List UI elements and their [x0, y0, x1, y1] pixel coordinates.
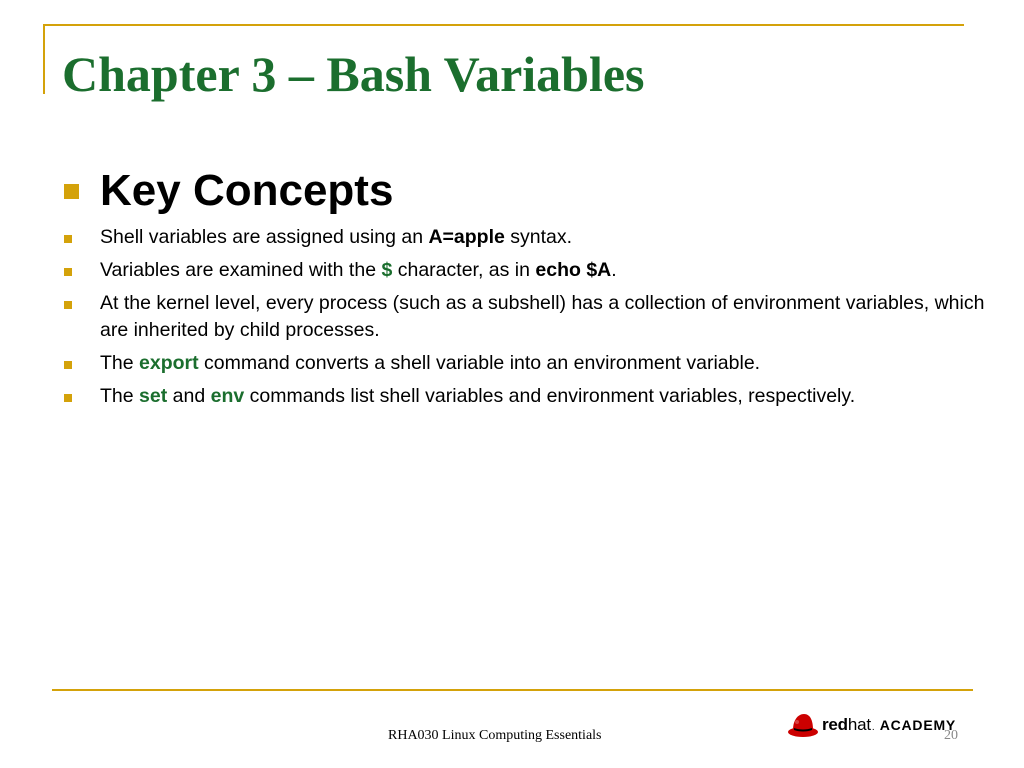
code-segment: echo $A	[535, 259, 612, 281]
bullet-item	[62, 383, 992, 410]
square-bullet-icon	[64, 184, 79, 199]
bullet-item	[62, 290, 992, 344]
bullet-text	[100, 290, 992, 344]
page-number: 20	[944, 728, 958, 743]
redhat-hat-icon	[786, 710, 820, 740]
text-segment: The	[100, 352, 140, 374]
bullet-text	[100, 224, 992, 251]
text-segment: character, as in	[392, 259, 536, 281]
logo-red-text: red	[822, 715, 848, 734]
keyword-segment: set	[139, 385, 168, 407]
top-frame-line	[43, 24, 964, 26]
redhat-academy-logo	[786, 708, 956, 742]
square-bullet-icon	[64, 268, 72, 276]
bullet-list	[62, 224, 992, 410]
keyword-segment: env	[210, 385, 245, 407]
slide-title: Chapter 3 – Bash Variables	[62, 46, 645, 102]
bullet-text	[100, 257, 992, 284]
square-bullet-icon	[64, 394, 72, 402]
bullet-item	[62, 350, 992, 377]
text-segment: and	[167, 385, 211, 407]
footer-divider	[52, 689, 973, 691]
logo-dot-text: .	[871, 722, 875, 733]
text-segment: The	[100, 385, 140, 407]
left-frame-line	[43, 24, 45, 94]
square-bullet-icon	[64, 361, 72, 369]
text-segment: Variables are examined with the	[100, 259, 382, 281]
text-segment: syntax.	[504, 226, 573, 248]
bullet-text	[100, 350, 992, 377]
footer-course-title: RHA030 Linux Computing Essentials	[388, 728, 602, 743]
text-segment: commands list shell variables and environment variables, respectively.	[244, 385, 856, 407]
square-bullet-icon	[64, 301, 72, 309]
logo-hat-text: hat	[847, 715, 871, 734]
text-segment: command converts a shell variable into an environment variable.	[198, 352, 761, 374]
square-bullet-icon	[64, 235, 72, 243]
bullet-item	[62, 257, 992, 284]
logo-academy-text: ACADEMY	[879, 717, 957, 733]
text-segment: Shell variables are assigned using an	[100, 226, 429, 248]
text-segment: .	[611, 259, 617, 281]
key-concepts-row	[62, 160, 992, 222]
keyword-segment: export	[139, 352, 199, 374]
bullet-item	[62, 224, 992, 251]
slide-content	[62, 160, 992, 416]
text-segment: At the kernel level, every process (such as a subshell) has a collection of environment variables, which are inherited by child processes.	[100, 292, 985, 341]
section-heading: Key Concepts	[100, 166, 394, 215]
bullet-text	[100, 383, 992, 410]
code-segment: A=apple	[428, 226, 505, 248]
keyword-segment: $	[381, 259, 393, 281]
